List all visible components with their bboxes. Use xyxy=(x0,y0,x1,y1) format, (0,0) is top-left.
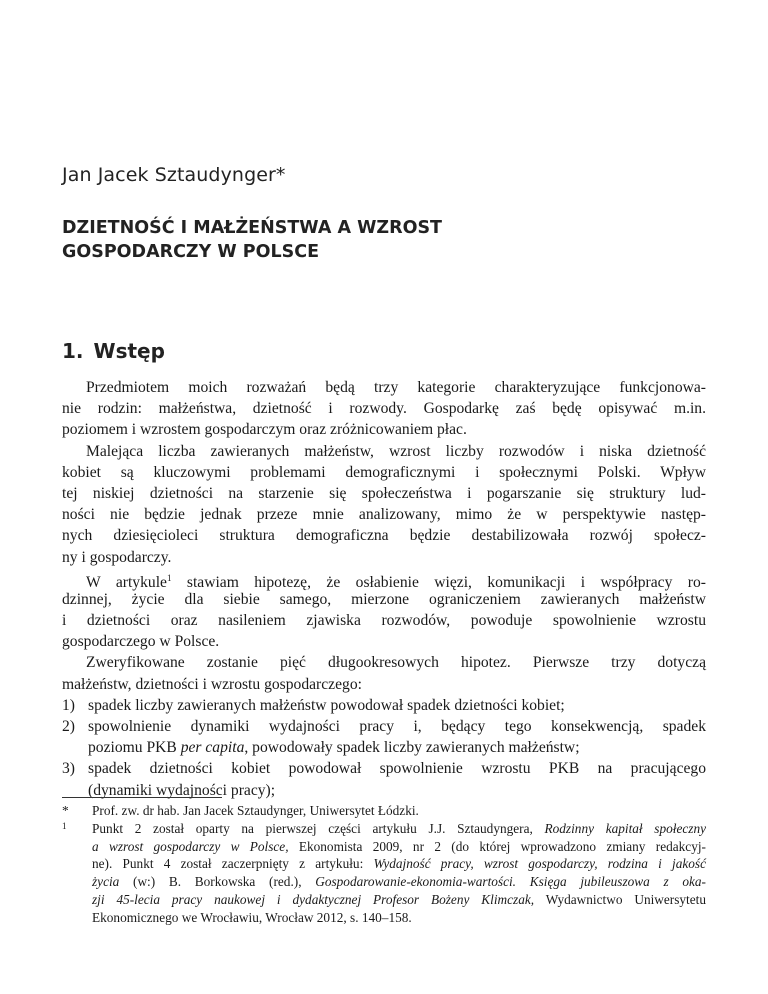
list-item-text: spadek liczby zawieranych małżeństw powodował spadek dzietności kobiet; xyxy=(88,696,565,714)
text-fragment: (w:) B. Borkowska (red.), xyxy=(119,874,316,890)
list-item-text: spadek dzietności kobiet powodował spowolnienie wzrostu PKB na pracującego xyxy=(88,760,706,778)
body-text xyxy=(62,377,706,801)
text-italic: życia xyxy=(92,874,120,890)
section-title: Wstęp xyxy=(93,339,165,363)
text-fragment: stawiam hipotezę, że osłabienie więzi, komunikacji i współpracy ro- xyxy=(171,573,706,591)
article-title xyxy=(62,216,662,264)
footnotes xyxy=(62,802,706,927)
text-line: Przedmiotem moich rozważań będą trzy kategorie charakteryzujące funkcjonowa- xyxy=(86,379,706,396)
list-number: 1) xyxy=(62,696,75,714)
footnote-line xyxy=(92,873,706,891)
text-fragment: W artykule xyxy=(86,573,167,591)
text-fragment: Punkt 2 został oparty na pierwszej części artykułu J.J. Sztaudyngera, xyxy=(92,820,545,836)
text-line: poziomem i wzrostem gospodarczym oraz zróżnicowaniem płac. xyxy=(62,421,467,439)
list-item-text: spowolnienie dynamiki wydajności pracy i, będący tego konsekwencją, spadek xyxy=(88,718,706,735)
text-line: dzinnej, życie dla siebie samego, mierzone ograniczeniem zawieranych małżeństw xyxy=(62,590,706,608)
list-item-continuation xyxy=(62,737,706,758)
text-fragment: poziomu PKB xyxy=(88,739,181,757)
text-line: tej niskiej dzietności na starzenie się społeczeństwa i pogarszanie się struktury lud- xyxy=(62,484,706,502)
list-item-continuation: (dynamiki wydajności pracy); xyxy=(88,781,276,799)
text-fragment: Ekonomista 2009, nr 2 (do której wprowadzono zmiany redakcyj- xyxy=(288,838,706,854)
list-number: 2) xyxy=(62,718,75,735)
text-line: Zweryfikowane zostanie pięć długookresowych hipotez. Pierwsze trzy dotyczą xyxy=(86,654,706,672)
text-line: małżeństw, dzietności i wzrostu gospodarczego: xyxy=(62,675,362,693)
footnote xyxy=(62,820,706,927)
text-fragment: , powodowały spadek liczby zawieranych małżeństw; xyxy=(244,739,580,757)
text-italic: a wzrost gospodarczy w Polsce, xyxy=(92,838,289,854)
text-line: Malejąca liczba zawieranych małżeństw, wzrost liczby rozwodów i niska dzietność xyxy=(86,442,706,460)
text-line: ny i gospodarczy. xyxy=(62,548,172,566)
text-italic: Gospodarowanie-ekonomia-wartości. Księga jubileuszowa z oka- xyxy=(315,874,706,890)
text-line: nych dziesięcioleci struktura demograficzna będzie destabilizowała rozwój społecz- xyxy=(62,527,706,545)
list-number: 3) xyxy=(62,760,75,778)
article-title-line: DZIETNOŚĆ I MAŁŻEŃSTWA A WZROST xyxy=(62,218,442,238)
text-line: nie rodzin: małżeństwa, dzietność i rozwody. Gospodarkę zaś będę opisywać m.in. xyxy=(62,400,706,418)
text-line: ności nie będzie jednak przeze mnie analizowany, mimo że w perspektywie następ- xyxy=(62,506,706,524)
text-fragment: ne). Punkt 4 został zaczerpnięty z artykułu: xyxy=(92,856,374,872)
list-item xyxy=(62,695,706,716)
text-line: i dzietności oraz nasileniem zjawiska rozwodów, powoduje spowolnienie wzrostu xyxy=(62,612,706,630)
text-line: kobiet są kluczowymi problemami demograficznymi i społecznymi Polski. Wpływ xyxy=(62,463,706,481)
article-title-line: GOSPODARCZY W POLSCE xyxy=(62,242,320,262)
footnote-reference[interactable]: 1 xyxy=(166,572,172,583)
text-italic: zji 45-lecia pracy naukowej i dydaktycznej Profesor Bożeny Klimczak, xyxy=(92,891,535,907)
text-italic: Wydajność pracy, wzrost gospodarczy, rodzina i jakość xyxy=(373,856,707,872)
text-italic: per capita xyxy=(180,739,245,757)
footnote-line xyxy=(92,838,706,856)
text-line: gospodarczego w Polsce. xyxy=(62,633,220,651)
text-fragment: Wydawnictwo Uniwersytetu xyxy=(534,891,706,907)
footnote-line: Ekonomicznego we Wrocławiu, Wrocław 2012, s. 140–158. xyxy=(92,909,412,925)
footnote-separator xyxy=(62,797,222,798)
section-number: 1. xyxy=(62,339,84,363)
footnote-line xyxy=(92,855,706,873)
footnote xyxy=(62,802,706,820)
text-line xyxy=(62,568,706,589)
footnote-mark: * xyxy=(62,803,69,818)
text-italic: Rodzinny kapitał społeczny xyxy=(544,820,706,836)
list-item xyxy=(62,758,706,779)
footnote-line xyxy=(92,820,706,838)
footnote-mark: 1 xyxy=(62,820,67,831)
footnote-line xyxy=(92,891,706,909)
section-heading xyxy=(62,339,165,363)
footnote-text: Prof. zw. dr hab. Jan Jacek Sztaudynger, Uniwersytet Łódzki. xyxy=(92,803,419,818)
author-name: Jan Jacek Sztaudynger* xyxy=(62,164,286,186)
list-item xyxy=(62,716,706,737)
